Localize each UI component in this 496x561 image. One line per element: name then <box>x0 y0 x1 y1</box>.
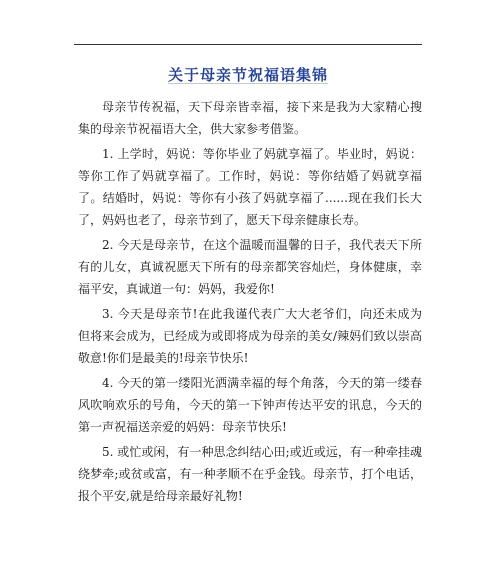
header-rule <box>74 44 422 45</box>
blessing-paragraph-3: 3. 今天是母亲节!在此我谨代表广大大老爷们，向还未成为但将来会成为，已经成为或即将成为母亲的美女/辣妈们致以崇高敬意!你们是最美的!母亲节快乐! <box>78 307 422 365</box>
blessing-paragraph-2: 2. 今天是母亲节，在这个温暖而温馨的日子，我代表天下所有的儿女，真诚祝愿天下所有的母亲都笑容灿烂，身体健康，幸福平安，真诚道一句：妈妈，我爱你! <box>78 238 422 296</box>
document-body <box>78 96 422 510</box>
blessing-paragraph-4: 4. 今天的第一缕阳光洒满幸福的每个角落，今天的第一缕春风吹响欢乐的号角，今天的第一下钟声传达平安的讯息，今天的第一声祝福送亲爱的妈妈：母亲节快乐! <box>78 376 422 434</box>
intro-paragraph: 母亲节传祝福，天下母亲皆幸福，接下来是我为大家精心搜集的母亲节祝福语大全，供大家参考借鉴。 <box>78 100 422 136</box>
document-title: 关于母亲节祝福语集锦 <box>167 66 328 84</box>
blessing-paragraph-5: 5. 或忙或闲，有一种思念纠结心田;或近或远，有一种牵挂魂绕梦牵;或贫或富，有一种孝顺不在乎金钱。母亲节，打个电话，报个平安,就是给母亲最好礼物! <box>78 445 422 503</box>
blessing-paragraph-1: 1. 上学时，妈说：等你毕业了妈就享福了。毕业时，妈说：等你工作了妈就享福了。工作时，妈说：等你结婚了妈就享福了。结婚时，妈说：等你有小孩了妈就享福了......现在我们长大了，妈妈也老了，母亲节到了，愿天下母亲健康长寿。 <box>78 147 422 227</box>
